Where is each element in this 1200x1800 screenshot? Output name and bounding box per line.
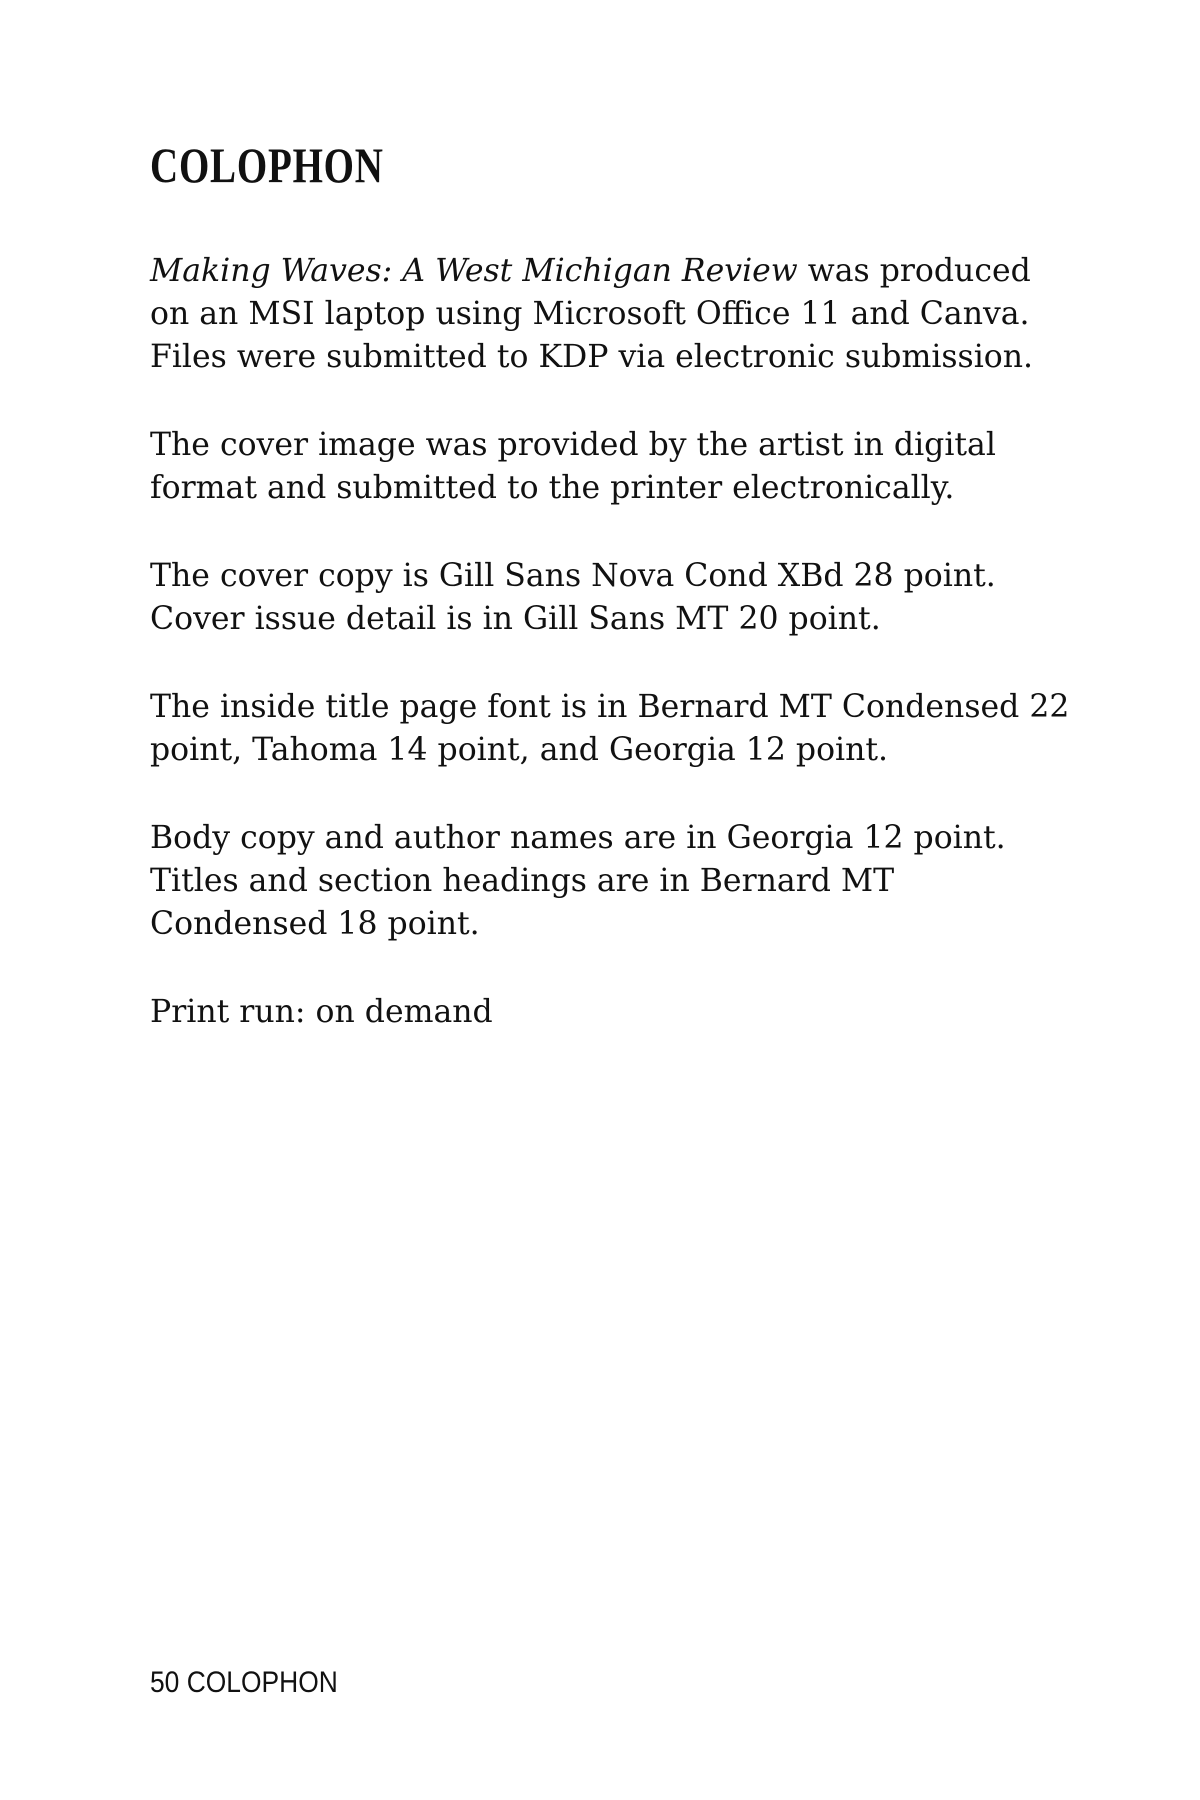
publication-title: Making Waves: A West Michigan Review — [150, 253, 798, 289]
paragraph-title-page-font: The inside title page font is in Bernard MT Condensed 22 point, Tahoma 14 point, and Georgia 12 point. — [150, 689, 1070, 768]
paragraph-body-copy: Body copy and author names are in Georgia 12 point. Titles and section headings are in Bernard MT Condensed 18 point. — [150, 820, 1006, 942]
page-footer: 50 COLOPHON — [150, 1666, 338, 1699]
paragraph-print-run: Print run: on demand — [150, 994, 493, 1030]
paragraph-production — [150, 250, 1080, 379]
paragraph-cover-copy: The cover copy is Gill Sans Nova Cond XBd 28 point. Cover issue detail is in Gill Sans MT 20 point. — [150, 558, 996, 637]
paragraph-cover-image: The cover image was provided by the artist in digital format and submitted to the printer electronically. — [150, 427, 996, 506]
colophon-body — [150, 250, 1080, 1079]
page-heading: COLOPHON — [150, 137, 384, 193]
paragraph-production-text: was produced on an MSI laptop using Microsoft Office 11 and Canva. Files were submitted to KDP via electronic submission. — [150, 253, 1034, 375]
